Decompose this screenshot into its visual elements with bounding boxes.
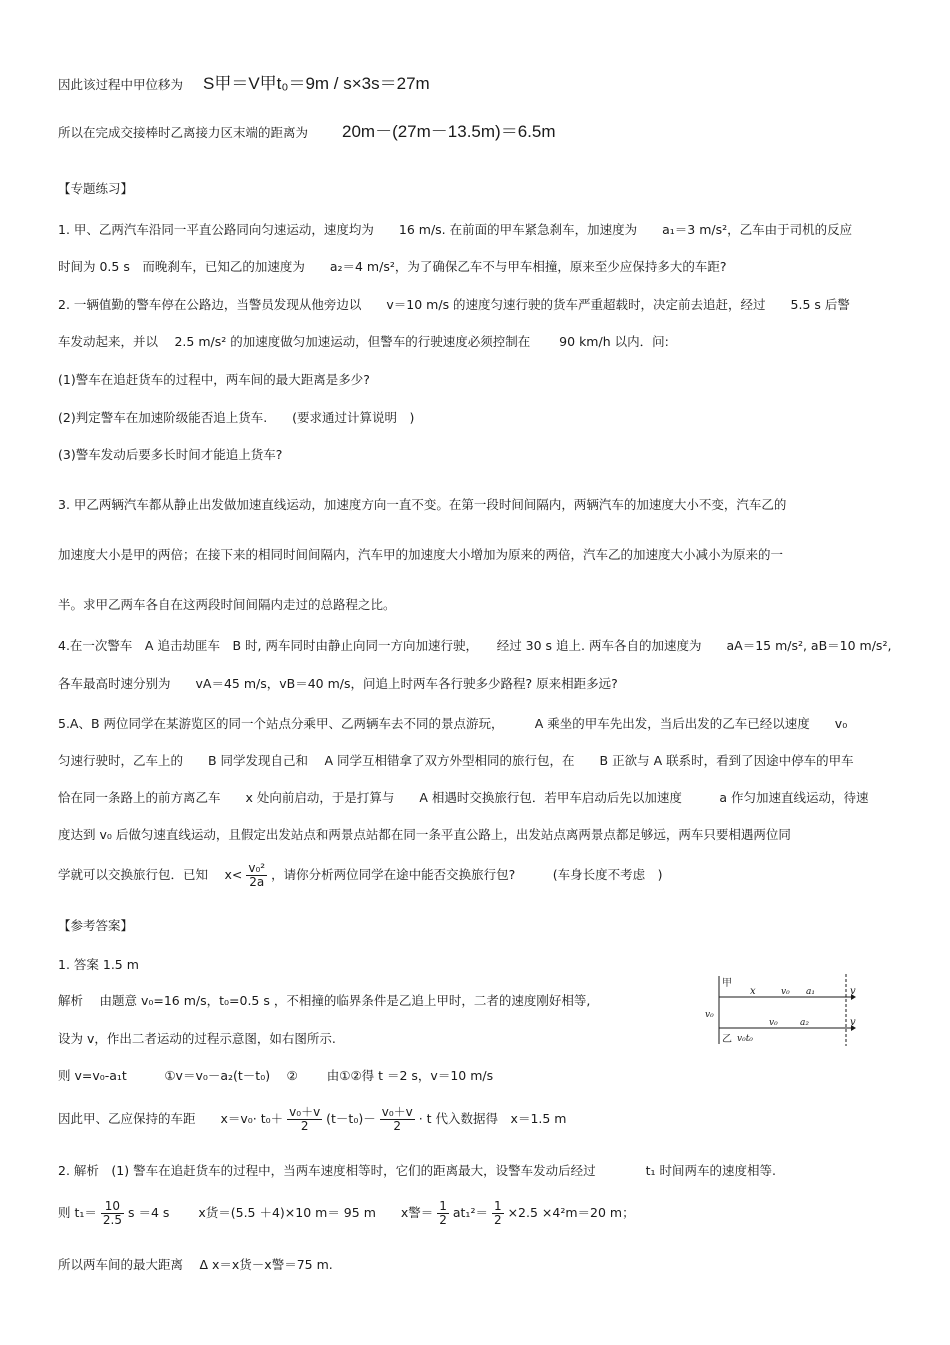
a2-frac-3: [492, 1200, 504, 1227]
diagram-label-v0-bot: v₀: [769, 1018, 778, 1028]
diagram-label-yi: 乙: [722, 1034, 732, 1045]
a1-line-1: 解析 由题意 v₀=16 m/s，t₀=0.5 s ，不相撞的临界条件是乙追上甲时，二者的速度刚好相等,: [58, 993, 591, 1008]
a2-l2-c: at₁²＝: [452, 1205, 488, 1220]
diagram-label-v0-top: v₀: [781, 987, 790, 997]
q3-line-3: 半。求甲乙两车各自在这两段时间间隔内走过的总路程之比。: [58, 597, 396, 612]
intro-formula-2: 20m－(27m－13.5m)＝6.5m: [342, 122, 556, 141]
a2-l2-b: s ＝4 s x货＝(5.5 ＋4)×10 m＝ 95 m x警＝: [127, 1205, 434, 1220]
a1-frac-1-den: 2: [300, 1119, 309, 1133]
intro-line-1: [58, 76, 430, 93]
a2-frac-2: [437, 1200, 449, 1227]
q3-line-2: 加速度大小是甲的两倍；在接下来的相同时间间隔内，汽车甲的加速度大小增加为原来的两倍，汽车乙的加速度大小减小为原来的一: [58, 547, 784, 562]
diagram-label-v0t0: v₀t₀: [737, 1034, 753, 1044]
motion-diagram: [705, 970, 865, 1050]
diagram-label-a1: a₁: [806, 987, 815, 997]
a1-frac-2: [380, 1106, 415, 1133]
a1-line-4: [58, 1106, 566, 1133]
q2-line-1: 2. 一辆值勤的警车停在公路边，当警员发现从他旁边以 v＝10 m/s 的速度匀速行驶的货车严重超载时，决定前去追赶，经过 5.5 s 后警: [58, 297, 850, 312]
a2-line-2: [58, 1200, 635, 1227]
diagram-label-jia: 甲: [722, 978, 732, 989]
q2-sub-1: (1)警车在追赶货车的过程中，两车间的最大距离是多少?: [58, 372, 370, 387]
q5-last-suffix: ，请你分析两位同学在途中能否交换旅行包? (车身长度不考虑 ): [271, 867, 663, 882]
intro-formula-1: S甲＝V甲t₀＝9m / s×3s＝27m: [203, 74, 430, 93]
a2-l2-d: ×2.5 ×4²m＝20 m；: [507, 1205, 635, 1220]
a1-frac-1-num: v₀＋v: [289, 1105, 321, 1119]
q1-line-2: 时间为 0.5 s 而晚刹车，已知乙的加速度为 a₂＝4 m/s²，为了确保乙车不与甲车相撞，原来至少应保持多大的车距?: [58, 259, 727, 274]
a2-frac-1-den: 2.5: [102, 1213, 122, 1227]
q5-line-4: 度达到 v₀ 后做匀速直线运动，且假定出发站点和两景点站都在同一条平直公路上，出发站点离两景点都足够远，两车只要相遇两位同: [58, 827, 791, 842]
q4-line-2: 各车最高时速分别为 vA＝45 m/s，vB＝40 m/s，问追上时两车各行驶多少路程? 原来相距多远?: [58, 676, 618, 691]
practice-heading: 【专题练习】: [58, 181, 134, 196]
a2-frac-1-num: 10: [101, 1200, 124, 1214]
q4-line-1: 4.在一次警车 A 追击劫匪车 B 时, 两车同时由静止向同一方向加速行驶， 经过 30 s 追上. 两车各自的加速度为 aA＝15 m/s², aB＝10 m/s²,: [58, 638, 892, 653]
q2-sub-2: (2)判定警车在加速阶级能否追上货车. (要求通过计算说明 ): [58, 410, 415, 425]
a1-l4-c: · t 代入数据得 x＝1.5 m: [418, 1111, 567, 1126]
q5-fraction: [246, 862, 267, 889]
answers-heading: 【参考答案】: [58, 918, 134, 933]
a2-l2-a: 则 t₁＝: [58, 1205, 97, 1220]
q5-line-1: 5.A、B 两位同学在某游览区的同一个站点分乘甲、乙两辆车去不同的景点游玩， A 乘坐的甲车先出发，当后出发的乙车已经以速度 v₀: [58, 716, 848, 731]
q5-line-5: [58, 862, 662, 889]
diagram-label-v-bot: v: [850, 1017, 856, 1028]
q5-frac-num: v₀²: [248, 861, 266, 875]
a1-frac-2-den: 2: [393, 1119, 402, 1133]
q5-last-prefix: 学就可以交换旅行包．已知 x<: [58, 867, 243, 882]
a1-l4-a: 因此甲、乙应保持的车距 x＝v₀· t₀＋: [58, 1111, 284, 1126]
q5-line-2: 匀速行驶时，乙车上的 B 同学发现自己和 A 同学互相错拿了双方外型相同的旅行包，在 B 正欲与 A 联系时，看到了因途中停车的甲车: [58, 753, 854, 768]
a2-line-1: 2. 解析 (1) 警车在追赶货车的过程中，当两车速度相等时，它们的距离最大，设警车发动后经过 t₁ 时间两车的速度相等.: [58, 1163, 776, 1178]
intro-line-2: [58, 124, 556, 141]
a1-frac-2-num: v₀＋v: [381, 1105, 413, 1119]
a1-l4-b: (t－t₀)－: [326, 1111, 376, 1126]
intro-text-2: 所以在完成交接棒时乙离接力区末端的距离为: [58, 125, 309, 140]
a2-frac-3-num: 1: [493, 1199, 502, 1213]
diagram-label-v-top: v: [850, 986, 856, 997]
diagram-label-a2: a₂: [800, 1018, 809, 1028]
a2-frac-1: [101, 1200, 124, 1227]
a2-frac-2-num: 1: [439, 1199, 447, 1213]
intro-text-1: 因此该过程中甲位移为: [58, 77, 184, 92]
a1-line-2: 设为 v，作出二者运动的过程示意图，如右图所示.: [58, 1031, 336, 1046]
q5-frac-den: 2a: [249, 875, 265, 889]
q2-sub-3: (3)警车发动后要多长时间才能追上货车?: [58, 447, 283, 462]
diagram-label-v0-left: v₀: [705, 1010, 714, 1020]
a1-title: 1. 答案 1.5 m: [58, 957, 139, 972]
diagram-label-x: x: [750, 986, 756, 997]
q1-line-1: 1. 甲、乙两汽车沿同一平直公路同向匀速运动，速度均为 16 m/s. 在前面的甲车紧急刹车，加速度为 a₁＝3 m/s²，乙车由于司机的反应: [58, 222, 853, 237]
q3-line-1: 3. 甲乙两辆汽车都从静止出发做加速直线运动，加速度方向一直不变。在第一段时间间隔内，两辆汽车的加速度大小不变，汽车乙的: [58, 497, 787, 512]
a1-line-3: 则 v=v₀-a₁t ①v＝v₀－a₂(t－t₀) ② 由①②得 t ＝2 s，v＝10 m/s: [58, 1068, 494, 1083]
a2-line-3: 所以两车间的最大距离 Δ x＝x货－x警＝75 m.: [58, 1257, 333, 1272]
a2-frac-3-den: 2: [493, 1213, 502, 1227]
a2-frac-2-den: 2: [439, 1213, 447, 1227]
a1-frac-1: [287, 1106, 322, 1133]
q2-line-2: 车发动起来，并以 2.5 m/s² 的加速度做匀加速运动，但警车的行驶速度必须控制在 90 km/h 以内．问:: [58, 334, 669, 349]
q5-line-3: 恰在同一条路上的前方离乙车 x 处向前启动，于是打算与 A 相遇时交换旅行包．若甲车启动后先以加速度 a 作匀加速直线运动，待速: [58, 790, 869, 805]
